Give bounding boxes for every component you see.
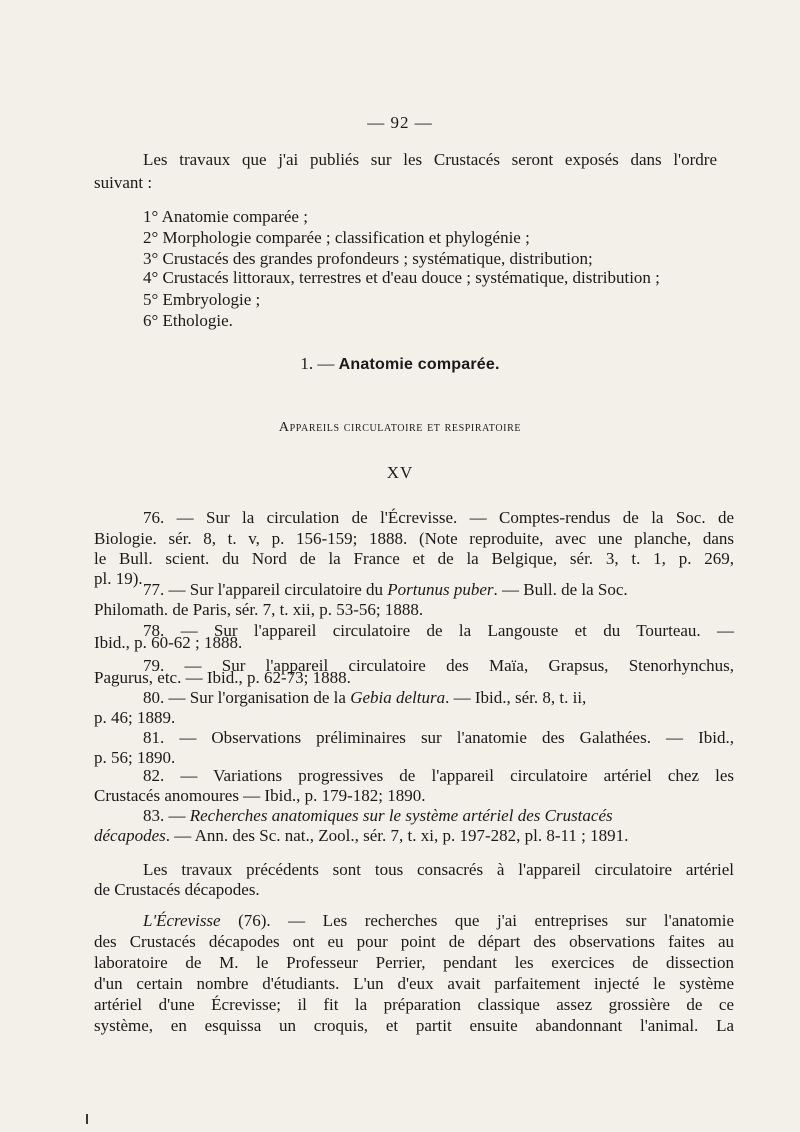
para2-line-4: d'un certain nombre d'étudiants. L'un d'eux avait parfaitement injecté le système (94, 974, 734, 993)
ref-83-title-cont: décapodes (94, 826, 166, 845)
ref-78-line-2: Ibid., p. 60-62 ; 1888. (94, 633, 243, 652)
subheading: Appareils circulatoire et respiratoire (278, 420, 522, 435)
list-item-6: 6° Ethologie. (143, 311, 233, 330)
ref-83-prefix: 83. — (143, 806, 190, 825)
ref-77-prefix: 77. — Sur l'appareil circulatoire du (143, 580, 388, 599)
ref-76-line-1: 76. — Sur la circulation de l'Écrevisse. — Comptes-rendus de la Soc. de (143, 508, 734, 527)
intro-line-2: suivant : (94, 173, 153, 192)
para2-lead-italic: L'Écrevisse (143, 911, 221, 930)
ref-80-line-2: p. 46; 1889. (94, 708, 176, 727)
para2-line-2: des Crustacés décapodes ont eu pour point de départ des observations faites au (94, 932, 734, 951)
ref-76-line-2: Biologie. sér. 8, t. v, p. 156-159; 1888. (Note reproduite, avec une planche, dans (94, 529, 734, 548)
ref-83-title: Recherches anatomiques sur le système artériel des Crustacés (189, 806, 613, 825)
ref-82-line-2: Crustacés anomoures — Ibid., p. 179-182; 1890. (94, 786, 426, 805)
ref-77-suffix: . — Bull. de la Soc. (493, 580, 628, 599)
para1-line-1: Les travaux précédents sont tous consacrés à l'appareil circulatoire artériel (143, 860, 734, 879)
para2-line-3: laboratoire de M. le Professeur Perrier, pendant les exercices de dissection (94, 953, 734, 972)
list-item-5: 5° Embryologie ; (143, 290, 261, 309)
group-numeral: XV (386, 463, 414, 482)
para2-line-1 (143, 911, 734, 931)
page-number: — 92 — (367, 113, 433, 132)
intro-line-1: Les travaux que j'ai publiés sur les Crustacés seront exposés dans l'ordre (143, 150, 717, 169)
ref-77-line-1 (143, 580, 734, 600)
section-heading (0, 354, 800, 375)
list-item-2: 2° Morphologie comparée ; classification et phylogénie ; (143, 228, 530, 247)
ref-80-prefix: 80. — Sur l'organisation de la (143, 688, 351, 707)
para2-line-5: artériel d'une Écrevisse; il fit la préparation classique assez grossière de ce (94, 995, 734, 1014)
ref-83-line-1 (143, 806, 734, 826)
para2-line-6: système, en esquissa un croquis, et partit ensuite abandonnant l'animal. La (94, 1016, 734, 1035)
ref-77-line-2: Philomath. de Paris, sér. 7, t. xii, p. 53-56; 1888. (94, 600, 424, 619)
ref-76-line-3: le Bull. scient. du Nord de la France et de la Belgique, sér. 3, t. 1, p. 269, (94, 549, 734, 568)
scan-mark (86, 1114, 88, 1124)
ref-80-line-1 (143, 688, 734, 708)
section-number: 1. — (300, 354, 335, 373)
ref-79-line-2: Pagurus, etc. — Ibid., p. 62-73; 1888. (94, 668, 351, 687)
list-item-1: 1° Anatomie comparée ; (143, 207, 308, 226)
ref-80-species: Gebia deltura (350, 688, 446, 707)
list-item-3: 3° Crustacés des grandes profondeurs ; systématique, distribution; (143, 249, 593, 268)
para1-line-2: de Crustacés décapodes. (94, 880, 260, 899)
ref-77-species: Portunus puber (387, 580, 494, 599)
section-title: Anatomie comparée. (338, 356, 500, 373)
ref-76-line-4: pl. 19). (94, 569, 143, 588)
para2-line-1-rest: (76). — Les recherches que j'ai entreprises sur l'anatomie (220, 911, 734, 930)
ref-81-line-1: 81. — Observations préliminaires sur l'anatomie des Galathées. — Ibid., (143, 728, 734, 747)
list-item-4: 4° Crustacés littoraux, terrestres et d'eau douce ; systématique, distribution ; (143, 268, 660, 287)
ref-78-line-1: 78. — Sur l'appareil circulatoire de la Langouste et du Tourteau. — (143, 621, 734, 640)
ref-79-line-1: 79. — Sur l'appareil circulatoire des Maïa, Grapsus, Stenorhynchus, (143, 656, 734, 675)
ref-80-suffix: . — Ibid., sér. 8, t. ii, (445, 688, 587, 707)
ref-83-suffix: . — Ann. des Sc. nat., Zool., sér. 7, t. xi, p. 197-282, pl. 8-11 ; 1891. (165, 826, 629, 845)
ref-81-line-2: p. 56; 1890. (94, 748, 176, 767)
ref-82-line-1: 82. — Variations progressives de l'appareil circulatoire artériel chez les (143, 766, 734, 785)
ref-83-line-2 (94, 826, 628, 846)
